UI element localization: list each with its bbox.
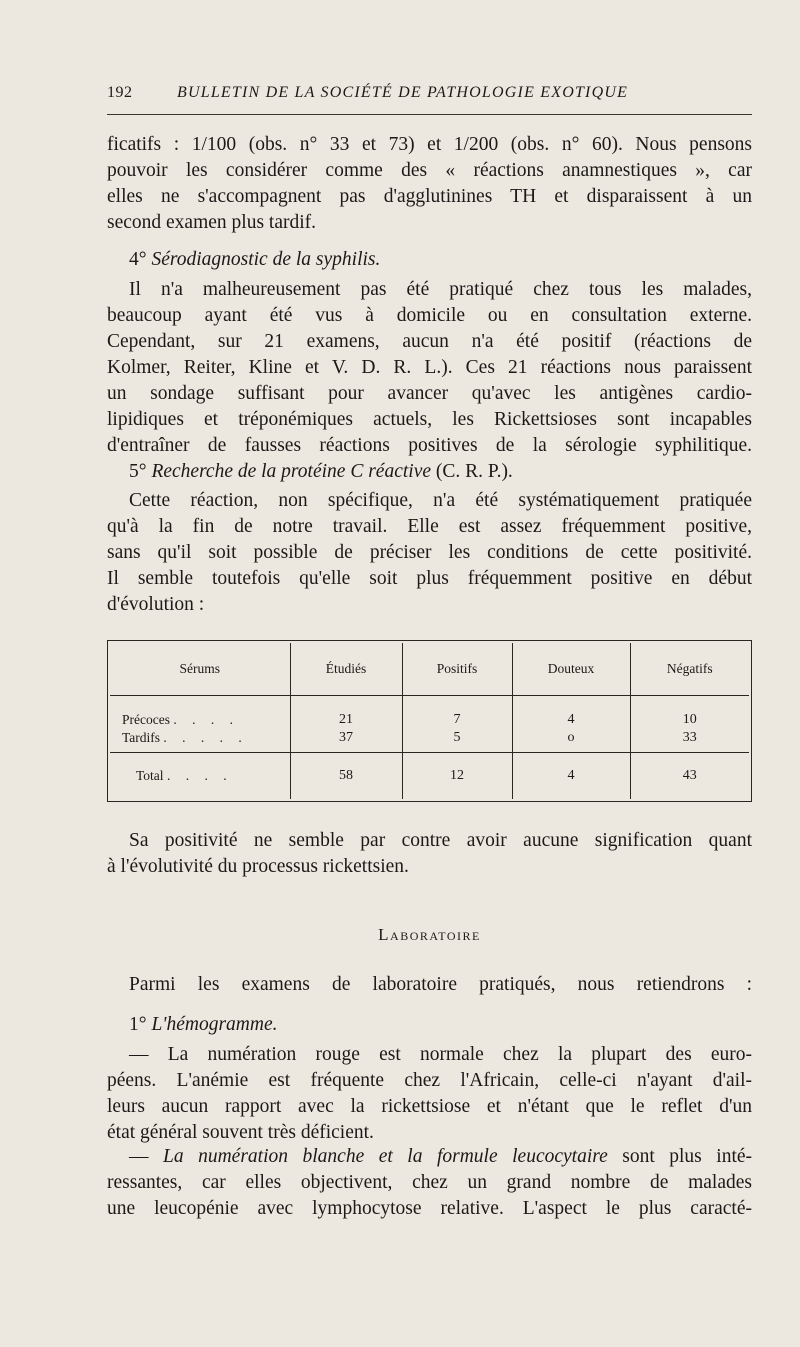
section-1-heading	[107, 1012, 752, 1038]
table-cell: 5	[402, 730, 512, 753]
section-title-suffix: (C. R. P.).	[435, 461, 513, 482]
text-line: ressantes, car elles objectivent, chez un grand nombre de malades	[107, 1172, 752, 1193]
section-4-heading	[107, 247, 752, 273]
text-line: Il n'a malheureusement pas été pratiqué chez tous les malades,	[129, 279, 752, 300]
text-line: d'évolution :	[107, 594, 205, 615]
table-row	[110, 730, 749, 753]
paragraph-7	[107, 1144, 752, 1222]
column-header: Négatifs	[630, 643, 749, 696]
text-line: sans qu'il soit possible de préciser les conditions de cette positivité.	[107, 542, 752, 563]
table-cell: 12	[402, 753, 512, 800]
row-label: Tardifs . . . . .	[110, 730, 290, 753]
section-number: 5°	[129, 461, 147, 482]
column-header: Étudiés	[290, 643, 402, 696]
column-header: Positifs	[402, 643, 512, 696]
laboratory-heading: Laboratoire	[378, 925, 481, 944]
text-line: ficatifs : 1/100 (obs. n° 33 et 73) et 1/200 (obs. n° 60). Nous pensons	[107, 134, 752, 155]
text-line: un sondage suffisant pour avancer qu'avec les antigènes cardio-	[107, 383, 752, 404]
table-cell: 10	[630, 696, 749, 731]
laboratory-heading-block	[107, 922, 752, 948]
paragraph-3	[107, 488, 752, 618]
journal-title: BULLETIN DE LA SOCIÉTÉ DE PATHOLOGIE EXOTIQUE	[177, 84, 629, 101]
text-line: Parmi les examens de laboratoire pratiqués, nous retiendrons :	[129, 974, 752, 995]
paragraph-4	[107, 828, 752, 880]
table-cell: 7	[402, 696, 512, 731]
section-number: 4°	[129, 249, 147, 270]
table-total-row	[110, 753, 749, 800]
text-line: elles ne s'accompagnent pas d'agglutinines TH et disparaissent à un	[107, 186, 752, 207]
paragraph-1	[107, 132, 752, 236]
text-line: pouvoir les considérer comme des « réactions anamnestiques », car	[107, 160, 752, 181]
text-line: état général souvent très déficient.	[107, 1122, 374, 1143]
text-line: Sa positivité ne semble par contre avoir aucune signification quant	[129, 830, 752, 851]
column-header: Douteux	[512, 643, 630, 696]
text-line: second examen plus tardif.	[107, 212, 317, 233]
table-cell: 4	[512, 753, 630, 800]
text-line: péens. L'anémie est fréquente chez l'Africain, celle-ci n'ayant d'ail-	[107, 1070, 752, 1091]
table-cell: 4	[512, 696, 630, 731]
row-label: Précoces . . . .	[122, 712, 239, 727]
text-line: — La numération rouge est normale chez la plupart des euro-	[129, 1044, 752, 1065]
text-line: leurs aucun rapport avec la rickettsiose et n'étant que le reflet d'un	[107, 1096, 752, 1117]
text-line: qu'à la fin de notre travail. Elle est assez fréquemment positive,	[107, 516, 752, 537]
section-number: 1°	[129, 1014, 147, 1035]
text-line: lipidiques et tréponémiques actuels, les Rickettsioses sont incapables	[107, 409, 752, 430]
crp-data-table	[110, 643, 749, 799]
paragraph-2	[107, 277, 752, 459]
crp-table	[107, 640, 752, 802]
table-cell: 21	[290, 696, 402, 731]
text-line: Kolmer, Reiter, Kline et V. D. R. L.). Ces 21 réactions nous paraissent	[107, 357, 752, 378]
section-title: Sérodiagnostic de la syphilis.	[151, 249, 381, 270]
paragraph-5	[107, 972, 752, 998]
text-line: Cependant, sur 21 examens, aucun n'a été positif (réactions de	[107, 331, 752, 352]
header-rule	[107, 114, 752, 115]
row-label: Total . . . .	[136, 768, 233, 783]
table-cell: 37	[290, 730, 402, 753]
table-cell: 58	[290, 753, 402, 800]
page-number: 192	[107, 84, 133, 101]
text-line: d'entraîner de fausses réactions positives de la sérologie syphilitique.	[107, 435, 752, 456]
table-header-row	[110, 643, 749, 696]
table-cell: o	[512, 730, 630, 753]
table-row	[110, 696, 749, 731]
section-title: L'hémogramme.	[151, 1014, 278, 1035]
text-line: beaucoup ayant été vus à domicile ou en consultation externe.	[107, 305, 752, 326]
table-cell: 33	[630, 730, 749, 753]
text-line: à l'évolutivité du processus rickettsien.	[107, 856, 409, 877]
column-header: Sérums	[110, 643, 290, 696]
text-line: Il semble toutefois qu'elle soit plus fréquemment positive en début	[107, 568, 752, 589]
section-title: Recherche de la protéine C réactive	[151, 461, 431, 482]
text-line: — La numération blanche et la formule leucocytaire sont plus inté-	[129, 1146, 753, 1167]
section-5-heading	[107, 459, 752, 485]
text-line: une leucopénie avec lymphocytose relative. L'aspect le plus caracté-	[107, 1198, 752, 1219]
text-line: Cette réaction, non spécifique, n'a été systématiquement pratiquée	[129, 490, 752, 511]
table-cell: 43	[630, 753, 749, 800]
paragraph-6	[107, 1042, 752, 1146]
